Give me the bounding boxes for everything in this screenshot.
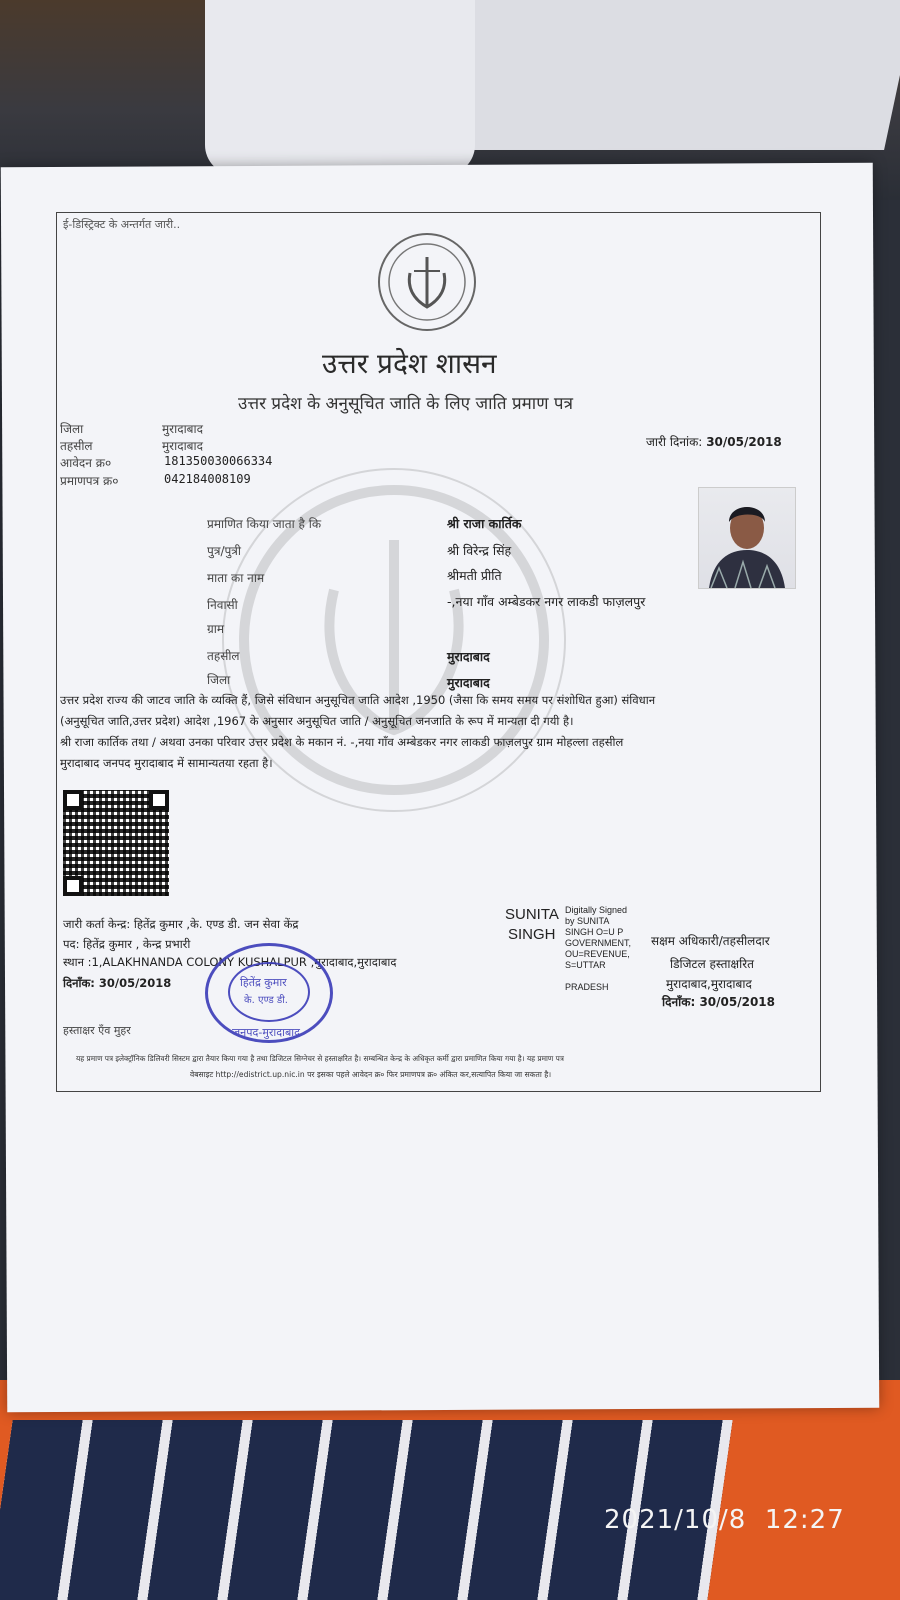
issuer-seal-stamp <box>205 943 333 1043</box>
detail-label: ग्राम <box>207 622 225 636</box>
signature-line: PRADESH <box>565 982 609 992</box>
stamp-centre: के. एण्ड डी. <box>244 995 288 1006</box>
detail-label: प्रमाणित किया जाता है कि <box>207 517 322 531</box>
footer-note-line: यह प्रमाण पत्र इलेक्ट्रॉनिक डिलिवरी सिस्टम द्वारा तैयार किया गया है तथा डिजिटल सिग्नेचर से हस्ताक्षरित है। सम्बन्धित केन्द्र के अधिकृत कर्मी द्वारा प्रमाणित किया गया है। यह प्रमाण पत्र <box>76 1054 564 1063</box>
authority-date: दिनाँक: 30/05/2018 <box>662 995 776 1009</box>
qr-finder <box>149 790 169 810</box>
footer-note-line: वेबसाइट http://edistrict.up.nic.in पर इसका पहले आवेदन क्र० फिर प्रमाणपत्र क्र० अंकित कर,सत्यापित किया जा सकता है। <box>190 1070 552 1079</box>
photo-timestamp: 2021/10/8 12:27 <box>604 1505 845 1535</box>
certificate-number: 042184008109 <box>164 472 251 486</box>
issuer-date: दिनाँक: 30/05/2018 <box>63 976 172 990</box>
detail-label: माता का नाम <box>207 571 265 585</box>
issue-date-label: जारी दिनांक: <box>646 435 703 449</box>
meta-value: मुरादाबाद <box>162 422 204 436</box>
caste-paragraph-line: उत्तर प्रदेश राज्य की जाटव जाति के व्यक्ति हैं, जिसे संविधान अनुसूचित जाति आदेश ,1950 (जैसा कि समय समय पर संशोधित हुआ) संविधान <box>60 693 656 707</box>
signature-line: S=UTTAR <box>565 960 606 970</box>
meta-label: आवेदन क्र० <box>60 456 112 470</box>
authority-sign-type: डिजिटल हस्ताक्षरित <box>670 957 754 971</box>
digital-signature-details <box>565 905 631 993</box>
detail-label: तहसील <box>207 649 240 663</box>
meta-label: प्रमाणपत्र क्र० <box>60 474 119 488</box>
signature-line: GOVERNMENT, <box>565 938 632 948</box>
detail-label: पुत्र/पुत्री <box>207 544 242 558</box>
authority-place: मुरादाबाद,मुरादाबाद <box>666 977 752 991</box>
signer-first-name: SUNITA <box>505 906 559 923</box>
signature-seal-label: हस्ताक्षर एँव मुहर <box>63 1024 131 1037</box>
applicant-name: श्री राजा कार्तिक <box>447 516 522 531</box>
qr-finder <box>63 876 83 896</box>
mother-name: श्रीमती प्रीति <box>447 568 502 583</box>
signature-line: Digitally Signed <box>565 905 628 915</box>
meta-value: मुरादाबाद <box>162 439 204 453</box>
up-government-emblem <box>378 233 476 331</box>
district-value: मुरादाबाद <box>447 675 490 690</box>
applicant-photo <box>698 487 796 589</box>
issuing-centre: जारी कर्ता केन्द्र: हितेंद्र कुमार ,के. एण्ड डी. जन सेवा केंद्र <box>63 917 299 931</box>
signature-line: SINGH O=U P <box>565 927 624 937</box>
signature-line: by SUNITA <box>565 916 610 926</box>
stamp-district: जनपद-मुरादाबाद <box>232 1026 300 1039</box>
page-title: उत्तर प्रदेश शासन <box>322 347 497 380</box>
detail-label: निवासी <box>207 598 238 612</box>
authority-title: सक्षम अधिकारी/तहसीलदार <box>651 934 770 948</box>
detail-label: जिला <box>207 673 231 687</box>
issuer-place: स्थान :1,ALAKHNANDA COLONY KUSHALPUR ,मुरादाबाद,मुरादाबाद <box>63 955 397 969</box>
background-paper <box>404 0 900 150</box>
signature-line: OU=REVENUE, <box>565 949 630 959</box>
certificate-subtitle: उत्तर प्रदेश के अनुसूचित जाति के लिए जाति प्रमाण पत्र <box>238 394 573 414</box>
signer-last-name: SINGH <box>508 926 556 943</box>
qr-finder <box>63 790 83 810</box>
caste-paragraph-line: (अनुसूचित जाति,उत्तर प्रदेश) आदेश ,1967 के अनुसार अनुसूचित जाति / अनुसूचित जनजाति के रूप में मान्यता दी गयी है। <box>60 714 574 728</box>
residence-paragraph-line: श्री राजा कार्तिक तथा / अथवा उनका परिवार उत्तर प्रदेश के मकान नं. -,नया गाँव अम्बेडकर नगर लाकडी फाज़लपुर ग्राम मोहल्ला तहसील <box>60 735 624 749</box>
header-note: ई-डिस्ट्रिक्ट के अन्तर्गत जारी.. <box>63 218 181 231</box>
father-name: श्री विरेन्द्र सिंह <box>447 543 512 558</box>
qr-code <box>63 790 169 896</box>
background-paper-roll <box>205 0 475 175</box>
residence-address: -,नया गाँव अम्बेडकर नगर लाकडी फाज़लपुर <box>447 594 646 609</box>
meta-label: जिला <box>60 422 84 436</box>
tehsil-value: मुरादाबाद <box>447 649 490 664</box>
issuer-post: पद: हितेंद्र कुमार , केन्द्र प्रभारी <box>63 937 191 951</box>
stamp-name: हितेंद्र कुमार <box>240 976 287 989</box>
application-number: 181350030066334 <box>164 454 273 468</box>
meta-label: तहसील <box>60 439 93 453</box>
residence-paragraph-line: मुरादाबाद जनपद मुरादाबाद में सामान्यतया रहता है। <box>60 756 273 770</box>
issue-date-value: 30/05/2018 <box>706 435 782 449</box>
issue-date <box>646 433 782 450</box>
